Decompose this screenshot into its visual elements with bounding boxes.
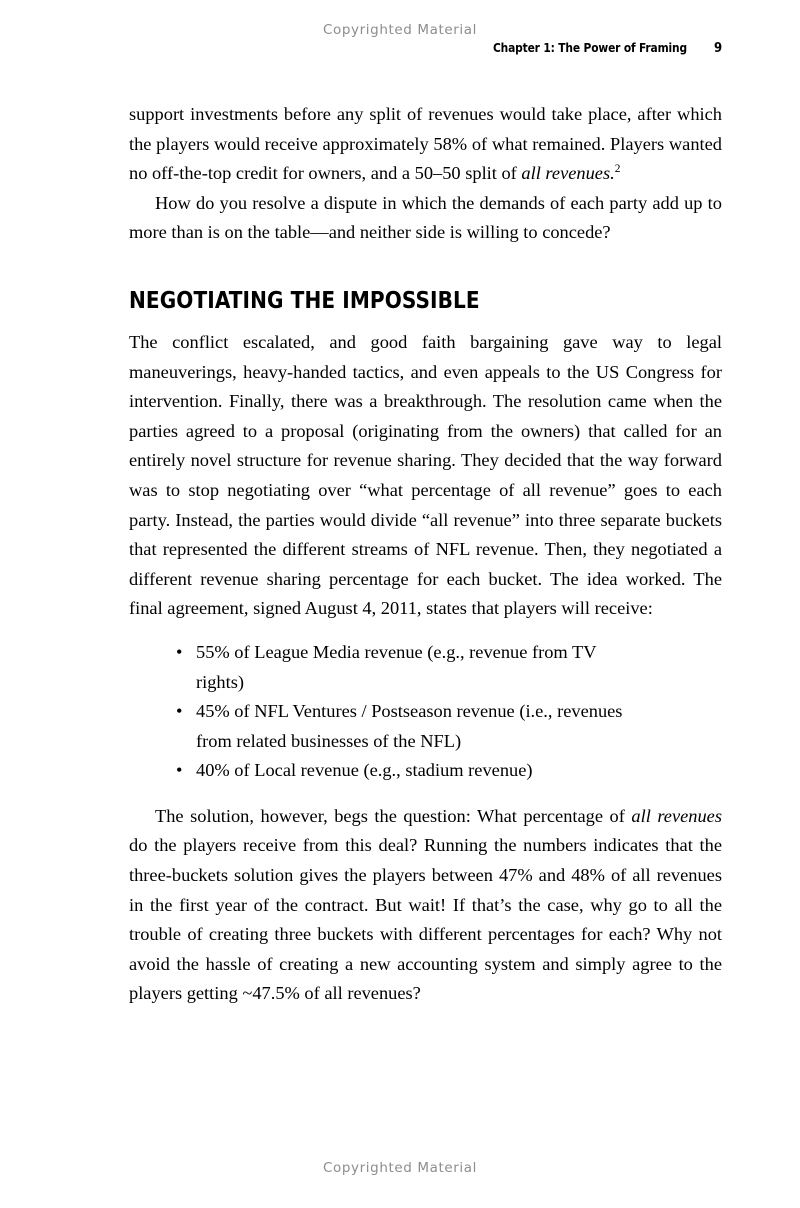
spacer-after-heading (129, 314, 722, 328)
revenue-bullet-list (129, 638, 722, 786)
paragraph-question: How do you resolve a dispute in which the demands of each party add up to more than is on the table—and neither side is willing to concede? (129, 192, 722, 243)
paragraph-4-text-a: The solution, however, begs the question: What percentage of (155, 805, 632, 826)
list-item (176, 697, 646, 756)
spacer-before-list (129, 624, 722, 638)
bullet-icon: • (176, 641, 183, 662)
copyright-watermark-top: Copyrighted Material (323, 22, 477, 38)
paragraph-4-text-b: do the players receive from this deal? Running the numbers indicates that the three-buckets solution gives the players between 47% and 48% of all revenues in the first year of the contract. But wait! If that’s the case, why go to all the trouble of creating three buckets with different percentages for each? Why not avoid the hassle of creating a new accounting system and simply agree to the players getting ~47.5% of all revenues? (129, 835, 722, 1004)
paragraph-1-italic-phrase: all revenues. (521, 163, 615, 184)
bullet-icon: • (176, 701, 183, 722)
list-item-label: 45% of NFL Ventures / Postseason revenue (i.e., revenues from related businesses of the NFL) (196, 701, 623, 751)
list-item (176, 756, 646, 786)
running-head (493, 40, 722, 56)
section-heading: NEGOTIATING THE IMPOSSIBLE (129, 285, 480, 314)
running-head-title: Chapter 1: The Power of Framing (492, 40, 687, 55)
page-number: 9 (714, 41, 722, 56)
list-item-label: 40% of Local revenue (e.g., stadium revenue) (196, 760, 533, 781)
bullet-icon: • (176, 760, 183, 781)
paragraph-continuation (129, 100, 722, 189)
paragraph-4-italic-phrase: all revenues (631, 805, 722, 826)
paragraph-resolution: The conflict escalated, and good faith bargaining gave way to legal maneuverings, heavy-handed tactics, and even appeals to the US Congress for intervention. Finally, there was a breakthrough. The resolution came when the parties agreed to a proposal (originating from the owners) that called for an entirely novel structure for revenue sharing. They decided that the way forward was to stop negotiating over “what percentage of all revenue” goes to each party. Instead, the parties would divide “all revenue” into three separate buckets that represented the different streams of NFL revenue. Then, they negotiated a different revenue sharing percentage for each bucket. The idea worked. The final agreement, signed August 4, 2011, states that players will receive: (129, 331, 722, 619)
text-block (129, 100, 722, 1009)
list-item-label: 55% of League Media revenue (e.g., revenue from TV rights) (196, 641, 597, 692)
paragraph-1-text: support investments before any split of revenues would take place, after which the players would receive approximately 58% of what remained. Players wanted no off-the-top credit for owners, and a 50–50 split of (129, 104, 722, 184)
spacer-after-list (129, 786, 722, 802)
paragraph-solution (129, 802, 722, 1009)
footnote-marker: 2 (614, 163, 621, 176)
spacer-before-heading (129, 248, 722, 286)
copyright-watermark-bottom: Copyrighted Material (323, 1160, 477, 1176)
list-item (176, 638, 646, 697)
